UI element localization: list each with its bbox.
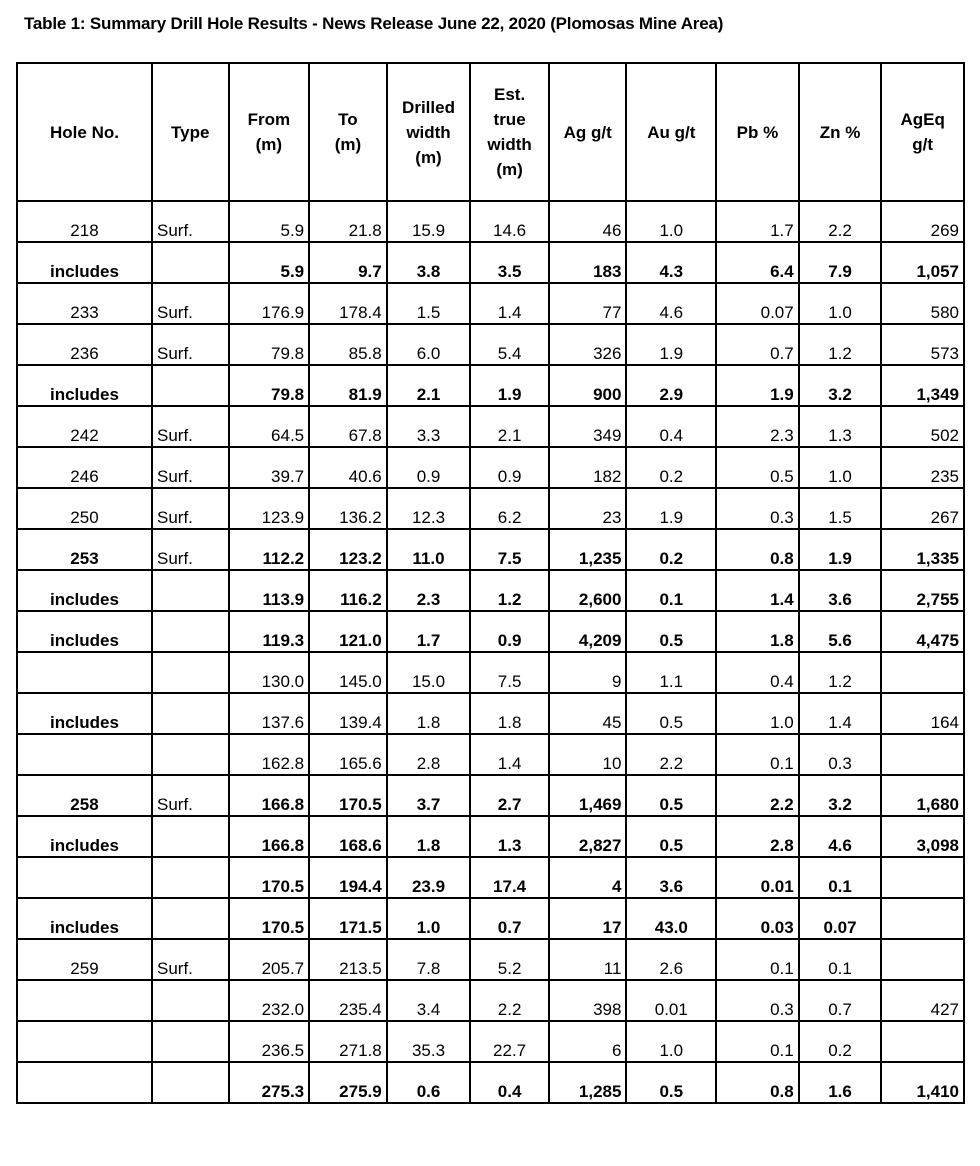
cell-pb: 0.7 [716,324,799,365]
cell-au: 0.5 [626,1062,716,1103]
cell-ag: 1,235 [549,529,627,570]
column-header-line: Type [171,122,210,142]
cell-from: 236.5 [229,1021,310,1062]
table-row [17,693,964,734]
cell-ag: 900 [549,365,627,406]
cell-au: 0.5 [626,693,716,734]
cell-drilled-width: 6.0 [387,324,471,365]
cell-ageq: 580 [881,283,964,324]
cell-to: 213.5 [309,939,387,980]
table-row [17,365,964,406]
cell-from: 170.5 [229,857,310,898]
cell-to: 235.4 [309,980,387,1021]
cell-pb: 0.1 [716,1021,799,1062]
cell-pb: 1.0 [716,693,799,734]
cell-ageq [881,734,964,775]
table-row [17,1021,964,1062]
cell-zn: 1.6 [799,1062,882,1103]
cell-from: 162.8 [229,734,310,775]
column-header-line: Hole No. [50,122,119,142]
cell-to: 171.5 [309,898,387,939]
cell-drilled-width: 1.5 [387,283,471,324]
column-header-line: width [487,135,532,154]
cell-from: 64.5 [229,406,310,447]
cell-drilled-width: 35.3 [387,1021,471,1062]
table-row [17,734,964,775]
cell-ageq: 4,475 [881,611,964,652]
cell-zn: 1.4 [799,693,882,734]
cell-ag: 11 [549,939,627,980]
cell-pb: 1.7 [716,201,799,242]
cell-type [152,242,229,283]
cell-ag: 326 [549,324,627,365]
cell-est-true-width: 22.7 [470,1021,549,1062]
cell-drilled-width: 0.9 [387,447,471,488]
cell-to: 271.8 [309,1021,387,1062]
cell-au: 2.6 [626,939,716,980]
cell-hole-no: 259 [17,939,152,980]
cell-pb: 0.1 [716,939,799,980]
cell-zn: 3.6 [799,570,882,611]
cell-zn: 0.1 [799,857,882,898]
table-body [17,201,964,1103]
cell-ageq: 502 [881,406,964,447]
cell-type [152,816,229,857]
cell-est-true-width: 6.2 [470,488,549,529]
cell-ag: 1,469 [549,775,627,816]
table-row [17,652,964,693]
cell-ageq [881,652,964,693]
cell-drilled-width: 3.8 [387,242,471,283]
cell-zn: 4.6 [799,816,882,857]
cell-hole-no [17,734,152,775]
cell-ag: 1,285 [549,1062,627,1103]
cell-drilled-width: 1.7 [387,611,471,652]
cell-ageq: 267 [881,488,964,529]
cell-type: Surf. [152,488,229,529]
cell-from: 5.9 [229,242,310,283]
cell-to: 194.4 [309,857,387,898]
cell-hole-no: includes [17,898,152,939]
cell-ageq: 235 [881,447,964,488]
cell-type [152,1021,229,1062]
column-header-line: Zn % [819,122,861,142]
cell-est-true-width: 0.7 [470,898,549,939]
table-row [17,898,964,939]
cell-from: 166.8 [229,816,310,857]
cell-au: 0.1 [626,570,716,611]
cell-ageq: 573 [881,324,964,365]
cell-au: 3.6 [626,857,716,898]
column-header-line: Ag g/t [563,122,612,142]
cell-hole-no: 250 [17,488,152,529]
cell-type [152,652,229,693]
cell-type [152,980,229,1021]
table-row [17,775,964,816]
cell-est-true-width: 1.4 [470,734,549,775]
cell-ag: 45 [549,693,627,734]
cell-from: 232.0 [229,980,310,1021]
column-header-line: Pb % [736,122,779,142]
cell-zn: 0.07 [799,898,882,939]
cell-est-true-width: 0.9 [470,447,549,488]
cell-est-true-width: 5.4 [470,324,549,365]
cell-au: 4.3 [626,242,716,283]
cell-est-true-width: 2.1 [470,406,549,447]
cell-zn: 1.0 [799,283,882,324]
cell-ageq: 3,098 [881,816,964,857]
cell-from: 123.9 [229,488,310,529]
cell-zn: 0.1 [799,939,882,980]
cell-ag: 349 [549,406,627,447]
column-header-zn [799,63,882,201]
cell-to: 40.6 [309,447,387,488]
cell-to: 170.5 [309,775,387,816]
table-row [17,816,964,857]
cell-ageq: 2,755 [881,570,964,611]
column-header-from [229,63,310,201]
cell-hole-no: includes [17,242,152,283]
cell-ag: 9 [549,652,627,693]
cell-ageq: 1,057 [881,242,964,283]
cell-type: Surf. [152,775,229,816]
cell-hole-no: includes [17,365,152,406]
column-header-au [626,63,716,201]
cell-type: Surf. [152,447,229,488]
cell-to: 21.8 [309,201,387,242]
cell-ag: 17 [549,898,627,939]
cell-drilled-width: 15.0 [387,652,471,693]
column-header-pb [716,63,799,201]
cell-ageq: 1,349 [881,365,964,406]
cell-est-true-width: 1.3 [470,816,549,857]
cell-au: 0.2 [626,447,716,488]
cell-ag: 2,827 [549,816,627,857]
cell-drilled-width: 0.6 [387,1062,471,1103]
cell-zn: 7.9 [799,242,882,283]
cell-ag: 46 [549,201,627,242]
cell-au: 0.5 [626,775,716,816]
cell-to: 275.9 [309,1062,387,1103]
cell-est-true-width: 2.2 [470,980,549,1021]
table-row [17,242,964,283]
cell-au: 0.2 [626,529,716,570]
cell-type: Surf. [152,939,229,980]
cell-ag: 398 [549,980,627,1021]
cell-au: 1.0 [626,201,716,242]
cell-pb: 0.8 [716,529,799,570]
cell-type [152,570,229,611]
cell-est-true-width: 3.5 [470,242,549,283]
cell-pb: 2.8 [716,816,799,857]
column-header-line: width [406,122,451,142]
cell-pb: 0.8 [716,1062,799,1103]
cell-drilled-width: 3.4 [387,980,471,1021]
cell-ag: 2,600 [549,570,627,611]
table-row [17,201,964,242]
cell-type: Surf. [152,324,229,365]
column-header-ag [549,63,627,201]
cell-drilled-width: 1.8 [387,816,471,857]
cell-to: 168.6 [309,816,387,857]
table-row [17,283,964,324]
cell-est-true-width: 7.5 [470,652,549,693]
cell-zn: 1.5 [799,488,882,529]
column-header-line: From [247,110,291,129]
cell-drilled-width: 3.7 [387,775,471,816]
column-header-line: To [338,110,358,129]
cell-ag: 4,209 [549,611,627,652]
table-row [17,447,964,488]
cell-est-true-width: 17.4 [470,857,549,898]
cell-drilled-width: 11.0 [387,529,471,570]
cell-type [152,734,229,775]
cell-pb: 0.4 [716,652,799,693]
cell-au: 0.5 [626,816,716,857]
cell-to: 116.2 [309,570,387,611]
cell-from: 79.8 [229,365,310,406]
column-header-line: (m) [255,135,283,154]
cell-from: 137.6 [229,693,310,734]
cell-from: 5.9 [229,201,310,242]
cell-zn: 0.3 [799,734,882,775]
cell-zn: 2.2 [799,201,882,242]
cell-hole-no [17,980,152,1021]
cell-est-true-width: 14.6 [470,201,549,242]
cell-pb: 0.3 [716,488,799,529]
cell-zn: 0.2 [799,1021,882,1062]
column-header-line: Est. [494,85,526,104]
cell-from: 113.9 [229,570,310,611]
cell-est-true-width: 0.9 [470,611,549,652]
cell-type [152,898,229,939]
cell-ageq [881,1021,964,1062]
cell-est-true-width: 1.4 [470,283,549,324]
cell-hole-no: includes [17,570,152,611]
cell-hole-no: 233 [17,283,152,324]
cell-type [152,611,229,652]
cell-est-true-width: 0.4 [470,1062,549,1103]
cell-est-true-width: 1.2 [470,570,549,611]
cell-pb: 1.4 [716,570,799,611]
cell-hole-no: 236 [17,324,152,365]
cell-ageq: 164 [881,693,964,734]
column-header-to [309,63,387,201]
cell-est-true-width: 5.2 [470,939,549,980]
table-row [17,406,964,447]
cell-est-true-width: 7.5 [470,529,549,570]
cell-hole-no: includes [17,611,152,652]
cell-from: 176.9 [229,283,310,324]
cell-from: 112.2 [229,529,310,570]
cell-hole-no: 246 [17,447,152,488]
cell-zn: 1.3 [799,406,882,447]
cell-au: 43.0 [626,898,716,939]
cell-au: 1.0 [626,1021,716,1062]
table-row [17,488,964,529]
cell-hole-no [17,857,152,898]
cell-est-true-width: 1.9 [470,365,549,406]
cell-au: 0.4 [626,406,716,447]
cell-drilled-width: 2.8 [387,734,471,775]
cell-hole-no: 242 [17,406,152,447]
cell-zn: 1.2 [799,652,882,693]
cell-drilled-width: 2.1 [387,365,471,406]
column-header-line: g/t [912,135,934,154]
cell-from: 79.8 [229,324,310,365]
cell-ageq: 269 [881,201,964,242]
cell-to: 9.7 [309,242,387,283]
cell-pb: 0.1 [716,734,799,775]
cell-hole-no: includes [17,693,152,734]
cell-drilled-width: 12.3 [387,488,471,529]
cell-ageq: 1,410 [881,1062,964,1103]
cell-drilled-width: 7.8 [387,939,471,980]
cell-ag: 183 [549,242,627,283]
cell-hole-no [17,652,152,693]
cell-pb: 0.3 [716,980,799,1021]
cell-pb: 0.5 [716,447,799,488]
cell-ageq: 1,335 [881,529,964,570]
cell-drilled-width: 3.3 [387,406,471,447]
cell-drilled-width: 15.9 [387,201,471,242]
column-header-hole-no [17,63,152,201]
cell-hole-no [17,1062,152,1103]
column-header-line: (m) [415,147,442,167]
table-row [17,857,964,898]
cell-au: 1.9 [626,488,716,529]
cell-ag: 77 [549,283,627,324]
cell-pb: 1.9 [716,365,799,406]
table-row [17,1062,964,1103]
cell-zn: 1.0 [799,447,882,488]
cell-from: 275.3 [229,1062,310,1103]
cell-to: 145.0 [309,652,387,693]
cell-zn: 1.9 [799,529,882,570]
cell-to: 81.9 [309,365,387,406]
cell-from: 39.7 [229,447,310,488]
cell-to: 121.0 [309,611,387,652]
cell-type: Surf. [152,201,229,242]
cell-est-true-width: 2.7 [470,775,549,816]
cell-to: 136.2 [309,488,387,529]
cell-est-true-width: 1.8 [470,693,549,734]
cell-ageq: 1,680 [881,775,964,816]
table-row [17,611,964,652]
column-header-line: (m) [496,160,523,179]
cell-ageq [881,898,964,939]
cell-zn: 1.2 [799,324,882,365]
cell-from: 119.3 [229,611,310,652]
cell-zn: 5.6 [799,611,882,652]
table-row [17,570,964,611]
table-row [17,529,964,570]
cell-hole-no: includes [17,816,152,857]
cell-hole-no: 218 [17,201,152,242]
cell-au: 1.1 [626,652,716,693]
cell-ageq: 427 [881,980,964,1021]
cell-type [152,857,229,898]
column-header-type [152,63,229,201]
cell-from: 166.8 [229,775,310,816]
table-row [17,980,964,1021]
column-header-line: (m) [334,135,362,154]
cell-type: Surf. [152,283,229,324]
cell-au: 2.2 [626,734,716,775]
cell-au: 1.9 [626,324,716,365]
cell-drilled-width: 23.9 [387,857,471,898]
column-header-drilled-width [387,63,471,201]
cell-zn: 3.2 [799,365,882,406]
table-row [17,324,964,365]
cell-from: 170.5 [229,898,310,939]
cell-ag: 182 [549,447,627,488]
column-header-line: AgEq [900,110,945,129]
cell-to: 165.6 [309,734,387,775]
cell-au: 4.6 [626,283,716,324]
cell-au: 2.9 [626,365,716,406]
drill-results-table [16,62,965,1104]
cell-ag: 10 [549,734,627,775]
cell-type [152,1062,229,1103]
cell-type [152,693,229,734]
cell-drilled-width: 2.3 [387,570,471,611]
cell-to: 178.4 [309,283,387,324]
cell-ag: 4 [549,857,627,898]
cell-to: 67.8 [309,406,387,447]
cell-to: 123.2 [309,529,387,570]
cell-au: 0.5 [626,611,716,652]
cell-pb: 0.07 [716,283,799,324]
column-header-line: Drilled [402,97,455,117]
cell-type: Surf. [152,406,229,447]
cell-pb: 6.4 [716,242,799,283]
cell-drilled-width: 1.0 [387,898,471,939]
table-title: Table 1: Summary Drill Hole Results - News Release June 22, 2020 (Plomosas Mine Area) [24,14,724,33]
cell-zn: 0.7 [799,980,882,1021]
column-header-est-true-width [470,63,549,201]
cell-ag: 6 [549,1021,627,1062]
cell-pb: 0.01 [716,857,799,898]
cell-pb: 2.3 [716,406,799,447]
column-header-ageq [881,63,964,201]
cell-pb: 1.8 [716,611,799,652]
cell-au: 0.01 [626,980,716,1021]
cell-hole-no [17,1021,152,1062]
cell-zn: 3.2 [799,775,882,816]
cell-from: 205.7 [229,939,310,980]
cell-ageq [881,939,964,980]
cell-type: Surf. [152,529,229,570]
cell-drilled-width: 1.8 [387,693,471,734]
column-header-line: Au g/t [647,122,696,142]
cell-type [152,365,229,406]
table-row [17,939,964,980]
cell-ageq [881,857,964,898]
cell-to: 85.8 [309,324,387,365]
cell-pb: 0.03 [716,898,799,939]
cell-from: 130.0 [229,652,310,693]
cell-hole-no: 253 [17,529,152,570]
cell-pb: 2.2 [716,775,799,816]
table-header-row [17,63,964,201]
cell-hole-no: 258 [17,775,152,816]
column-header-line: true [493,110,526,129]
cell-to: 139.4 [309,693,387,734]
cell-ag: 23 [549,488,627,529]
